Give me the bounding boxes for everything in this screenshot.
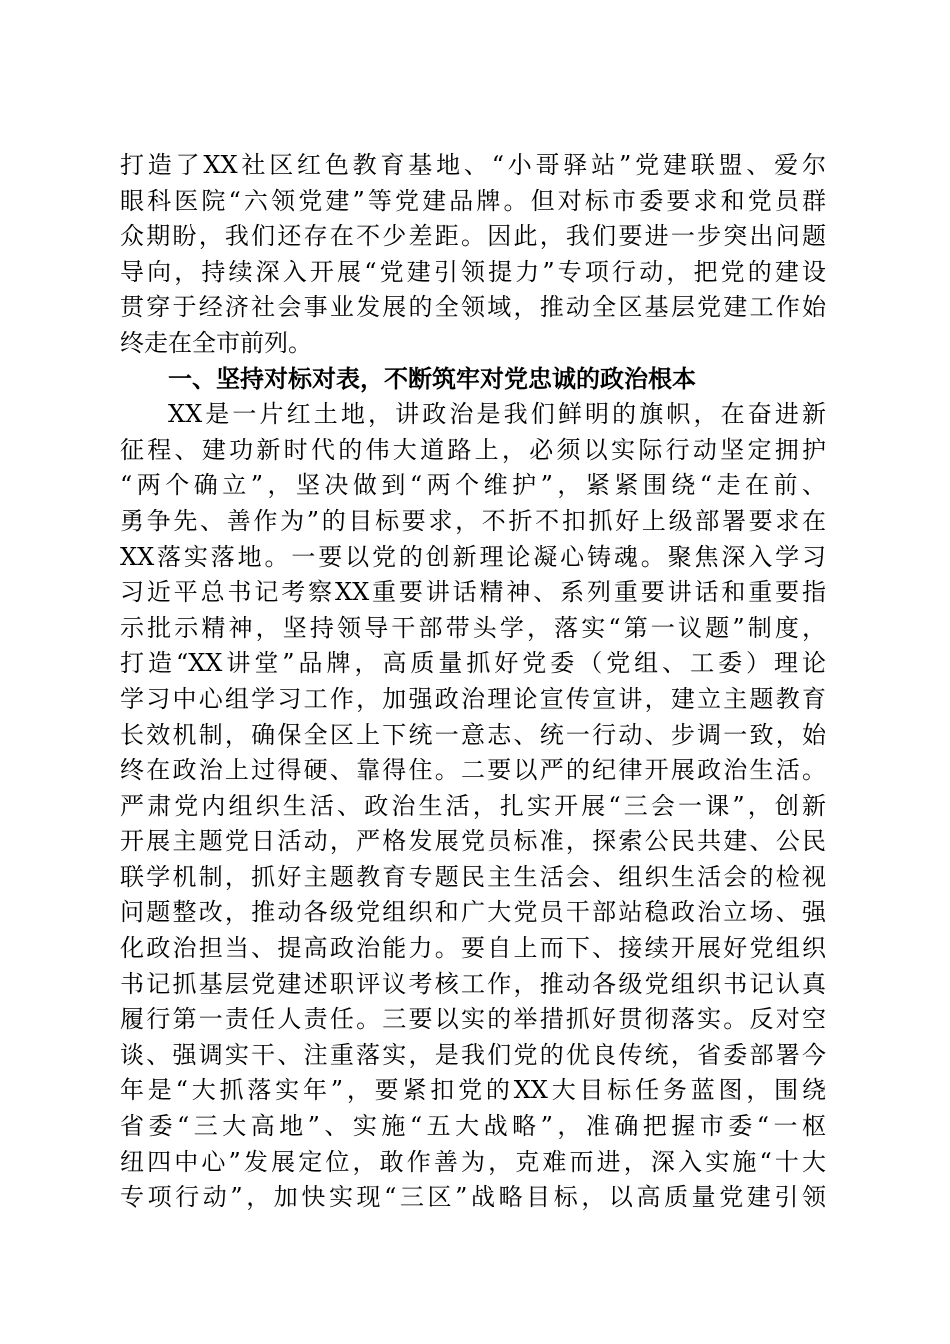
- paragraph-line: 贯穿于经济社会事业发展的全领域，推动全区基层党建工作始: [120, 293, 826, 322]
- paragraph-line: 终走在全市前列。: [120, 328, 312, 357]
- paragraph-line: 眼科医院“六领党建”等党建品牌。但对标市委要求和党员群: [120, 186, 826, 215]
- paragraph-line: 开展主题党日活动，严格发展党员标准，探索公民共建、公民: [120, 827, 826, 856]
- paragraph-line: 履行第一责任人责任。三要以实的举措抓好贯彻落实。反对空: [120, 1005, 826, 1034]
- paragraph-line: XX是一片红土地，讲政治是我们鲜明的旗帜，在奋进新: [168, 400, 826, 429]
- paragraph-line: 化政治担当、提高政治能力。要自上而下、接续开展好党组织: [120, 934, 826, 963]
- paragraph-line: 终在政治上过得硬、靠得住。二要以严的纪律开展政治生活。: [120, 756, 826, 785]
- paragraph-line: XX落实落地。一要以党的创新理论凝心铸魂。聚焦深入学习: [120, 542, 826, 571]
- paragraph-line: 谈、强调实干、注重落实，是我们党的优良传统，省委部署今: [120, 1040, 826, 1069]
- paragraph-line: 书记抓基层党建述职评议考核工作，推动各级党组织书记认真: [120, 969, 826, 998]
- paragraph-line: 联学机制，抓好主题教育专题民主生活会、组织生活会的检视: [120, 862, 826, 891]
- paragraph-line: 习近平总书记考察XX重要讲话精神、系列重要讲话和重要指: [120, 578, 826, 607]
- section-heading: 一、坚持对标对表，不断筑牢对党忠诚的政治根本: [168, 364, 696, 393]
- paragraph-line: 众期盼，我们还存在不少差距。因此，我们要进一步突出问题: [120, 222, 826, 251]
- paragraph-line: 勇争先、善作为”的目标要求，不折不扣抓好上级部署要求在: [120, 506, 826, 535]
- paragraph-line: 打造了XX社区红色教育基地、“小哥驿站”党建联盟、爱尔: [120, 151, 826, 179]
- paragraph-line: 严肃党内组织生活、政治生活，扎实开展“三会一课”，创新: [120, 791, 826, 820]
- document-page: [120, 148, 826, 1216]
- paragraph-line: 专项行动”，加快实现“三区”战略目标，以高质量党建引领: [120, 1183, 826, 1212]
- paragraph-line: 打造“XX讲堂”品牌，高质量抓好党委（党组、工委）理论: [120, 649, 826, 678]
- paragraph-line: 学习中心组学习工作，加强政治理论宣传宣讲，建立主题教育: [120, 684, 826, 713]
- paragraph-line: “两个确立”，坚决做到“两个维护”，紧紧围绕“走在前、: [120, 471, 826, 500]
- paragraph-line: 示批示精神，坚持领导干部带头学，落实“第一议题”制度，: [120, 613, 826, 642]
- paragraph-line: 长效机制，确保全区上下统一意志、统一行动、步调一致，始: [120, 720, 826, 749]
- paragraph-line: 征程、建功新时代的伟大道路上，必须以实际行动坚定拥护: [120, 435, 826, 464]
- paragraph-line: 纽四中心”发展定位，敢作善为，克难而进，深入实施“十大: [120, 1147, 826, 1176]
- paragraph-line: 年是“大抓落实年”，要紧扣党的XX大目标任务蓝图，围绕: [120, 1076, 826, 1105]
- paragraph-line: 导向，持续深入开展“党建引领提力”专项行动，把党的建设: [120, 257, 826, 286]
- paragraph-line: 问题整改，推动各级党组织和广大党员干部站稳政治立场、强: [120, 898, 826, 927]
- paragraph-line: 省委“三大高地”、实施“五大战略”，准确把握市委“一枢: [120, 1112, 826, 1141]
